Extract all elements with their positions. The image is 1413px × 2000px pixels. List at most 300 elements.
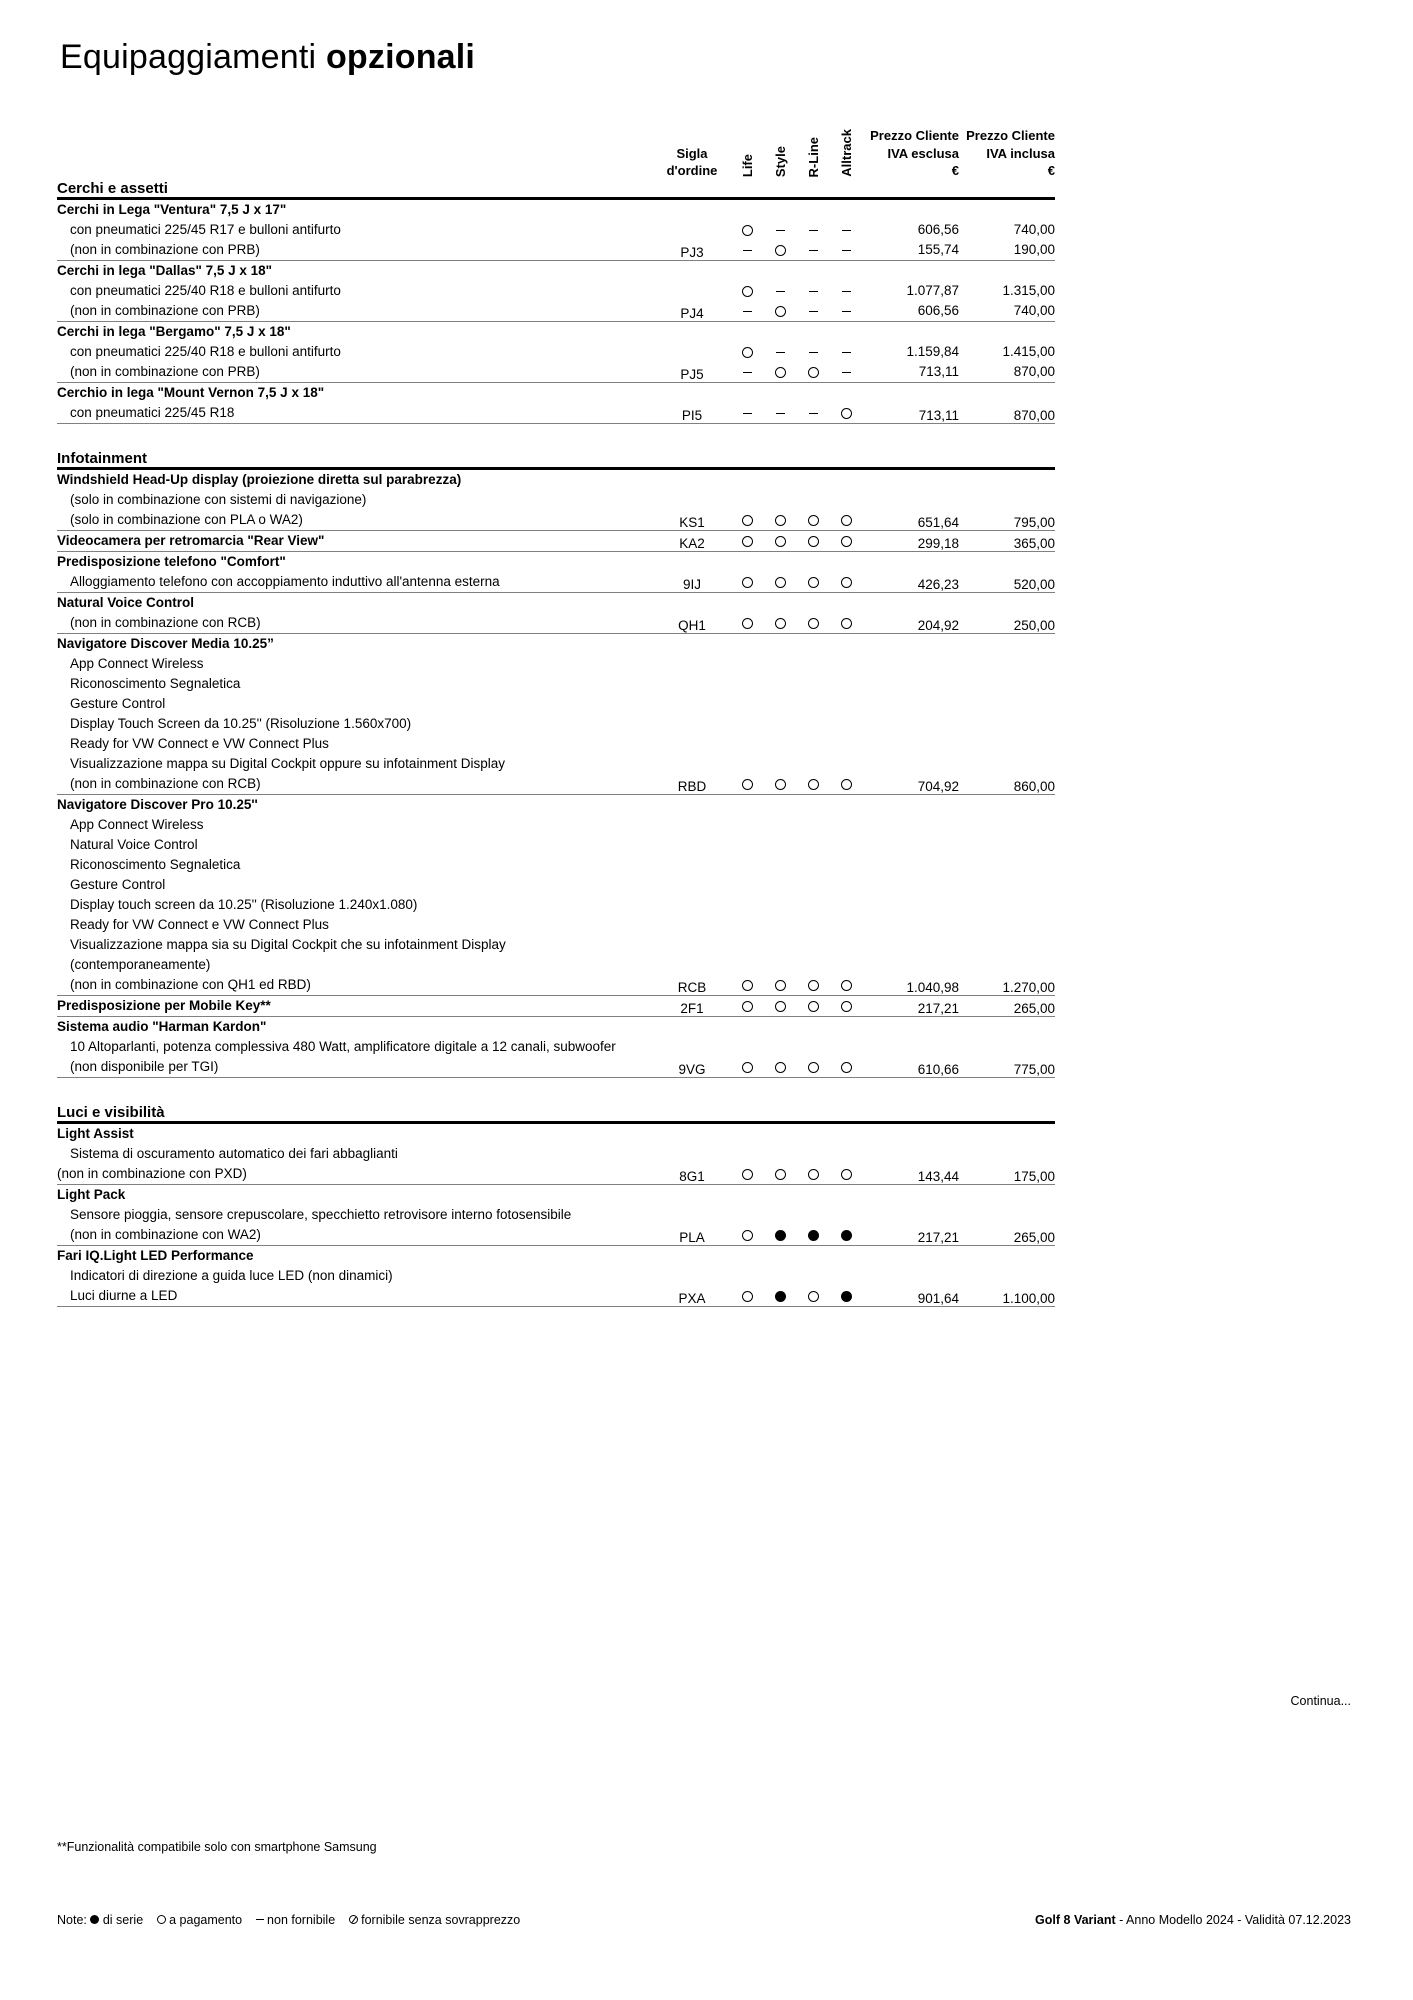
page-title-light: Equipaggiamenti xyxy=(60,38,326,76)
table-row xyxy=(57,261,1055,322)
marker-open xyxy=(841,779,852,790)
row-price-incl: 250,00 xyxy=(1013,618,1055,633)
marker-open xyxy=(742,225,753,236)
row-price-excl: 610,66 xyxy=(917,1062,959,1077)
price-stack-line: 1.077,87 xyxy=(906,283,959,298)
legend-item-label: non fornibile xyxy=(263,1913,336,1927)
row-order-code: PJ5 xyxy=(680,367,704,382)
row-marker-alltrack xyxy=(830,634,863,795)
section-title: Luci e visibilità xyxy=(57,1104,165,1121)
row-marker-alltrack xyxy=(830,593,863,634)
marker-stack-line xyxy=(731,342,764,362)
row-detail-line: (non disponibile per TGI) xyxy=(70,1059,219,1074)
marker-dash xyxy=(743,311,752,312)
marker-open xyxy=(808,1062,819,1073)
marker-stack-line xyxy=(797,281,830,301)
marker-stack-line xyxy=(731,220,764,240)
row-marker-r-line xyxy=(797,261,830,322)
row-marker-r-line xyxy=(797,1185,830,1246)
footer-model-name: Golf 8 Variant xyxy=(1035,1913,1116,1927)
marker-open xyxy=(841,536,852,547)
marker-stack-line xyxy=(830,240,863,260)
row-description xyxy=(57,469,653,531)
row-marker-r-line xyxy=(797,383,830,424)
row-price-excl xyxy=(863,261,959,322)
row-title: Light Assist xyxy=(57,1126,134,1141)
row-description xyxy=(57,634,653,795)
row-description xyxy=(57,322,653,383)
row-order-code: KS1 xyxy=(679,515,705,530)
page-title-bold: opzionali xyxy=(325,38,476,76)
row-detail-line: Display Touch Screen da 10.25'' (Risoluzione 1.560x700) xyxy=(70,716,412,731)
header-order-code-line2: d'ordine xyxy=(666,163,718,179)
row-price-excl: 299,18 xyxy=(917,536,959,551)
row-detail-line: (non in combinazione con RCB) xyxy=(70,615,261,630)
legend-marker-open-icon xyxy=(157,1915,166,1924)
table-row xyxy=(57,552,1055,593)
price-stack-line: 870,00 xyxy=(1013,364,1055,379)
row-marker-alltrack xyxy=(830,199,863,261)
row-title: Videocamera per retromarcia "Rear View" xyxy=(57,533,325,548)
row-marker-life xyxy=(731,469,764,531)
marker-open xyxy=(841,408,852,419)
row-marker-style xyxy=(764,996,797,1017)
table-row xyxy=(57,383,1055,424)
row-marker-style xyxy=(764,1246,797,1307)
row-detail-line: App Connect Wireless xyxy=(70,817,204,832)
row-detail-line: (non in combinazione con PRB) xyxy=(70,364,260,379)
row-price-excl: 217,21 xyxy=(917,1001,959,1016)
row-order-code: PI5 xyxy=(681,408,703,423)
table-row xyxy=(57,634,1055,795)
marker-stack-line xyxy=(797,220,830,240)
marker-open xyxy=(742,347,753,358)
row-price-incl: 870,00 xyxy=(1013,408,1055,423)
row-price-excl xyxy=(863,199,959,261)
marker-open xyxy=(775,536,786,547)
row-marker-life xyxy=(731,383,764,424)
row-price-excl: 1.040,98 xyxy=(906,980,959,995)
row-price-incl: 775,00 xyxy=(1013,1062,1055,1077)
header-variant-style xyxy=(764,118,797,180)
row-price-incl xyxy=(959,322,1055,383)
row-title: Natural Voice Control xyxy=(57,595,195,610)
price-stack-line: 740,00 xyxy=(1013,222,1055,237)
marker-open xyxy=(742,515,753,526)
row-detail-line: Luci diurne a LED xyxy=(70,1288,178,1303)
row-price-incl: 365,00 xyxy=(1013,536,1055,551)
row-detail-line: con pneumatici 225/40 R18 e bulloni antifurto xyxy=(70,344,341,359)
row-marker-style xyxy=(764,1185,797,1246)
marker-stack-line xyxy=(731,240,764,260)
row-detail-line: (non in combinazione con RCB) xyxy=(70,776,261,791)
marker-open xyxy=(775,367,786,378)
rule-line xyxy=(57,1306,1055,1307)
marker-stack-line xyxy=(797,342,830,362)
marker-dash xyxy=(809,291,818,292)
row-price-excl: 651,64 xyxy=(917,515,959,530)
marker-open xyxy=(808,779,819,790)
marker-open xyxy=(742,980,753,991)
header-price-excl xyxy=(863,118,959,180)
row-price-excl: 713,11 xyxy=(918,408,959,423)
row-description xyxy=(57,261,653,322)
marker-stack-line xyxy=(764,342,797,362)
marker-dash xyxy=(776,352,785,353)
price-stack-line: 713,11 xyxy=(918,364,959,379)
price-stack-line: 190,00 xyxy=(1013,242,1055,257)
row-title: Cerchi in lega "Dallas" 7,5 J x 18" xyxy=(57,263,273,278)
header-price-incl xyxy=(959,118,1055,180)
table-row xyxy=(57,1246,1055,1307)
row-title: Predisposizione telefono "Comfort" xyxy=(57,554,286,569)
row-marker-alltrack xyxy=(830,383,863,424)
row-detail-line: Display touch screen da 10.25'' (Risoluzione 1.240x1.080) xyxy=(70,897,418,912)
row-price-incl xyxy=(959,261,1055,322)
marker-stack-line xyxy=(764,240,797,260)
marker-stack-line xyxy=(797,362,830,382)
marker-stack-line xyxy=(764,281,797,301)
marker-open xyxy=(742,1291,753,1302)
row-price-excl: 704,92 xyxy=(917,779,959,794)
row-order-code: KA2 xyxy=(679,536,705,551)
legend-marker-slash-icon xyxy=(349,1915,358,1924)
row-order-code: QH1 xyxy=(678,618,706,633)
marker-open xyxy=(742,1230,753,1241)
header-variant-r-line xyxy=(797,118,830,180)
row-marker-life xyxy=(731,634,764,795)
marker-open xyxy=(841,618,852,629)
row-marker-style xyxy=(764,1123,797,1185)
row-marker-r-line xyxy=(797,552,830,593)
row-detail-line: Visualizzazione mappa su Digital Cockpit oppure su infotainment Display xyxy=(70,756,505,771)
marker-dash xyxy=(776,291,785,292)
row-description xyxy=(57,383,653,424)
table-row xyxy=(57,593,1055,634)
row-price-incl: 795,00 xyxy=(1013,515,1055,530)
marker-dash xyxy=(743,413,752,414)
header-variant-label: Life xyxy=(740,153,755,177)
marker-stack-line xyxy=(731,301,764,321)
marker-dash xyxy=(776,413,785,414)
marker-dash xyxy=(809,352,818,353)
row-marker-life xyxy=(731,996,764,1017)
row-order-code: PJ3 xyxy=(680,245,704,260)
marker-open xyxy=(841,577,852,588)
marker-open xyxy=(808,1001,819,1012)
marker-stack-line xyxy=(764,362,797,382)
row-marker-style xyxy=(764,593,797,634)
row-order-code: RCB xyxy=(677,980,707,995)
row-marker-life xyxy=(731,1123,764,1185)
marker-open xyxy=(742,577,753,588)
row-marker-r-line xyxy=(797,322,830,383)
row-marker-alltrack xyxy=(830,469,863,531)
marker-dash xyxy=(809,250,818,251)
row-marker-r-line xyxy=(797,795,830,996)
row-marker-r-line xyxy=(797,1123,830,1185)
row-detail-line: Indicatori di direzione a guida luce LED (non dinamici) xyxy=(70,1268,393,1283)
row-detail-line: (non in combinazione con WA2) xyxy=(70,1227,261,1242)
marker-full xyxy=(841,1230,852,1241)
row-price-incl: 1.270,00 xyxy=(1002,980,1055,995)
marker-stack-line xyxy=(731,362,764,382)
marker-stack-line xyxy=(731,281,764,301)
row-description xyxy=(57,593,653,634)
table-row xyxy=(57,531,1055,552)
row-title: Fari IQ.Light LED Performance xyxy=(57,1248,254,1263)
price-stack-line: 740,00 xyxy=(1013,303,1055,318)
row-detail-line: Riconoscimento Segnaletica xyxy=(70,857,241,872)
row-price-excl: 217,21 xyxy=(917,1230,959,1245)
row-detail-line: 10 Altoparlanti, potenza complessiva 480 Watt, amplificatore digitale a 12 canali, subwoofer xyxy=(70,1039,616,1054)
marker-open xyxy=(742,779,753,790)
row-title: Navigatore Discover Media 10.25” xyxy=(57,636,274,651)
price-stack-line: 606,56 xyxy=(917,303,959,318)
table-row xyxy=(57,322,1055,383)
marker-open xyxy=(841,1169,852,1180)
row-order-code: RBD xyxy=(677,779,707,794)
row-detail-line: App Connect Wireless xyxy=(70,656,204,671)
table-row xyxy=(57,996,1055,1017)
row-detail-line: Ready for VW Connect e VW Connect Plus xyxy=(70,917,329,932)
row-price-excl: 901,64 xyxy=(917,1291,959,1306)
marker-open xyxy=(808,577,819,588)
row-price-incl: 265,00 xyxy=(1013,1001,1055,1016)
marker-open xyxy=(742,618,753,629)
marker-open xyxy=(841,1001,852,1012)
row-order-code: PLA xyxy=(679,1230,705,1245)
row-marker-r-line xyxy=(797,1017,830,1078)
row-marker-alltrack xyxy=(830,1185,863,1246)
marker-open xyxy=(808,515,819,526)
legend-note xyxy=(57,1913,520,1927)
header-price-incl-line1: Prezzo Cliente xyxy=(966,128,1055,144)
row-detail-line: (solo in combinazione con sistemi di navigazione) xyxy=(70,492,367,507)
row-detail-line: (solo in combinazione con PLA o WA2) xyxy=(70,512,303,527)
row-detail-line: Sensore pioggia, sensore crepuscolare, specchietto retrovisore interno fotosensibile xyxy=(70,1207,572,1222)
row-marker-life xyxy=(731,1185,764,1246)
marker-open xyxy=(775,980,786,991)
section-spacer xyxy=(57,424,1055,451)
row-description xyxy=(57,1185,653,1246)
row-marker-style xyxy=(764,261,797,322)
row-marker-life xyxy=(731,322,764,383)
marker-dash xyxy=(743,250,752,251)
row-marker-r-line xyxy=(797,634,830,795)
header-variant-life xyxy=(731,118,764,180)
marker-stack-line xyxy=(830,342,863,362)
marker-open xyxy=(775,1169,786,1180)
marker-open xyxy=(808,536,819,547)
page-title xyxy=(60,38,475,77)
marker-dash xyxy=(743,372,752,373)
section-title-row xyxy=(57,180,1055,197)
marker-open xyxy=(742,536,753,547)
header-variant-alltrack xyxy=(830,118,863,180)
marker-dash xyxy=(842,372,851,373)
marker-open xyxy=(742,286,753,297)
row-marker-life xyxy=(731,795,764,996)
row-detail-line: Sistema di oscuramento automatico dei fari abbaglianti xyxy=(70,1146,398,1161)
header-variant-label: Style xyxy=(773,145,788,177)
row-description xyxy=(57,1017,653,1078)
marker-open xyxy=(841,980,852,991)
row-marker-life xyxy=(731,593,764,634)
row-detail-line: Gesture Control xyxy=(70,877,166,892)
row-title: Light Pack xyxy=(57,1187,126,1202)
marker-open xyxy=(841,515,852,526)
marker-dash xyxy=(809,311,818,312)
marker-open xyxy=(808,367,819,378)
row-price-excl: 204,92 xyxy=(917,618,959,633)
row-detail-line: (non in combinazione con PRB) xyxy=(70,303,260,318)
row-marker-life xyxy=(731,1246,764,1307)
legend-label: Note: xyxy=(57,1913,87,1927)
marker-open xyxy=(775,306,786,317)
row-title: Sistema audio "Harman Kardon" xyxy=(57,1019,267,1034)
row-marker-alltrack xyxy=(830,531,863,552)
row-title: Navigatore Discover Pro 10.25'' xyxy=(57,797,258,812)
marker-open xyxy=(775,1062,786,1073)
equipment-table xyxy=(57,118,1055,1307)
marker-dash xyxy=(809,230,818,231)
header-variant-label: Alltrack xyxy=(839,129,854,177)
marker-open xyxy=(841,1062,852,1073)
footer-model-rest: - Anno Modello 2024 - Validità 07.12.2023 xyxy=(1115,1913,1351,1927)
header-price-excl-line3: € xyxy=(951,163,959,179)
table-row xyxy=(57,1123,1055,1185)
row-marker-r-line xyxy=(797,199,830,261)
section-spacer xyxy=(57,1078,1055,1105)
row-order-code: 9IJ xyxy=(682,577,701,592)
marker-full xyxy=(775,1291,786,1302)
marker-full xyxy=(775,1230,786,1241)
row-detail-line: Visualizzazione mappa sia su Digital Cockpit che su infotainment Display xyxy=(70,937,506,952)
row-marker-life xyxy=(731,531,764,552)
header-price-excl-line1: Prezzo Cliente xyxy=(870,128,959,144)
row-marker-style xyxy=(764,322,797,383)
row-marker-life xyxy=(731,552,764,593)
price-stack-line: 606,56 xyxy=(917,222,959,237)
row-marker-alltrack xyxy=(830,261,863,322)
row-description xyxy=(57,1123,653,1185)
marker-dash xyxy=(842,352,851,353)
row-detail-line: Natural Voice Control xyxy=(70,837,198,852)
legend-item xyxy=(345,1913,520,1927)
row-marker-life xyxy=(731,1017,764,1078)
row-description xyxy=(57,531,653,552)
row-order-code: PXA xyxy=(678,1291,706,1306)
section-title: Infotainment xyxy=(57,450,147,467)
row-price-incl: 1.100,00 xyxy=(1002,1291,1055,1306)
row-marker-style xyxy=(764,552,797,593)
marker-stack-line xyxy=(830,281,863,301)
legend-item-label: di serie xyxy=(99,1913,144,1927)
row-order-code: 9VG xyxy=(678,1062,706,1077)
row-marker-style xyxy=(764,1017,797,1078)
header-price-incl-line3: € xyxy=(1047,163,1055,179)
row-order-code: PJ4 xyxy=(680,306,704,321)
row-order-code: 2F1 xyxy=(680,1001,704,1016)
marker-dash xyxy=(842,250,851,251)
row-detail-line: (non in combinazione con QH1 ed RBD) xyxy=(70,977,311,992)
header-price-excl-line2: IVA esclusa xyxy=(887,145,959,161)
row-marker-alltrack xyxy=(830,996,863,1017)
table-header-row xyxy=(57,118,1055,180)
legend-item xyxy=(90,1913,143,1927)
row-price-incl: 175,00 xyxy=(1013,1169,1055,1184)
marker-stack-line xyxy=(830,362,863,382)
marker-stack-line xyxy=(764,301,797,321)
marker-open xyxy=(775,515,786,526)
marker-dash xyxy=(809,413,818,414)
marker-stack-line xyxy=(830,301,863,321)
footnote-asterisk: **Funzionalità compatibile solo con smartphone Samsung xyxy=(57,1840,377,1854)
row-price-incl xyxy=(959,199,1055,261)
row-title: Predisposizione per Mobile Key** xyxy=(57,998,271,1013)
row-marker-style xyxy=(764,199,797,261)
table-row xyxy=(57,1017,1055,1078)
table-row xyxy=(57,199,1055,261)
row-marker-alltrack xyxy=(830,795,863,996)
row-marker-alltrack xyxy=(830,1246,863,1307)
row-marker-alltrack xyxy=(830,322,863,383)
row-detail-line: con pneumatici 225/40 R18 e bulloni antifurto xyxy=(70,283,341,298)
row-detail-line: Riconoscimento Segnaletica xyxy=(70,676,241,691)
row-marker-r-line xyxy=(797,469,830,531)
row-title: Windshield Head-Up display (proiezione diretta sul parabrezza) xyxy=(57,472,462,487)
price-stack-line: 1.415,00 xyxy=(1002,344,1055,359)
marker-open xyxy=(808,1169,819,1180)
row-detail-line: (non in combinazione con PRB) xyxy=(70,242,260,257)
marker-open xyxy=(742,1001,753,1012)
row-marker-style xyxy=(764,795,797,996)
legend-item xyxy=(252,1913,335,1927)
footer-model-info xyxy=(1035,1913,1351,1927)
row-marker-r-line xyxy=(797,531,830,552)
row-detail-line: (contemporaneamente) xyxy=(70,957,211,972)
row-detail-line: (non in combinazione con PXD) xyxy=(57,1166,247,1181)
section-title-row xyxy=(57,450,1055,467)
marker-stack-line xyxy=(797,240,830,260)
rule-thin xyxy=(57,1306,1055,1307)
row-price-excl xyxy=(863,322,959,383)
spacer-cell xyxy=(57,1078,1055,1105)
section-title: Cerchi e assetti xyxy=(57,180,168,197)
marker-stack-line xyxy=(764,220,797,240)
legend-item xyxy=(153,1913,242,1927)
marker-stack-line xyxy=(830,220,863,240)
row-title: Cerchio in lega "Mount Vernon 7,5 J x 18" xyxy=(57,385,325,400)
marker-open xyxy=(775,245,786,256)
row-price-excl: 143,44 xyxy=(917,1169,959,1184)
row-description xyxy=(57,795,653,996)
row-description xyxy=(57,552,653,593)
marker-open xyxy=(775,577,786,588)
row-price-incl: 265,00 xyxy=(1013,1230,1055,1245)
table-row xyxy=(57,795,1055,996)
row-marker-style xyxy=(764,531,797,552)
row-description xyxy=(57,996,653,1017)
marker-full xyxy=(841,1291,852,1302)
table-row xyxy=(57,469,1055,531)
price-stack-line: 1.159,84 xyxy=(906,344,959,359)
marker-open xyxy=(742,1062,753,1073)
row-marker-style xyxy=(764,383,797,424)
row-marker-r-line xyxy=(797,996,830,1017)
row-description xyxy=(57,199,653,261)
